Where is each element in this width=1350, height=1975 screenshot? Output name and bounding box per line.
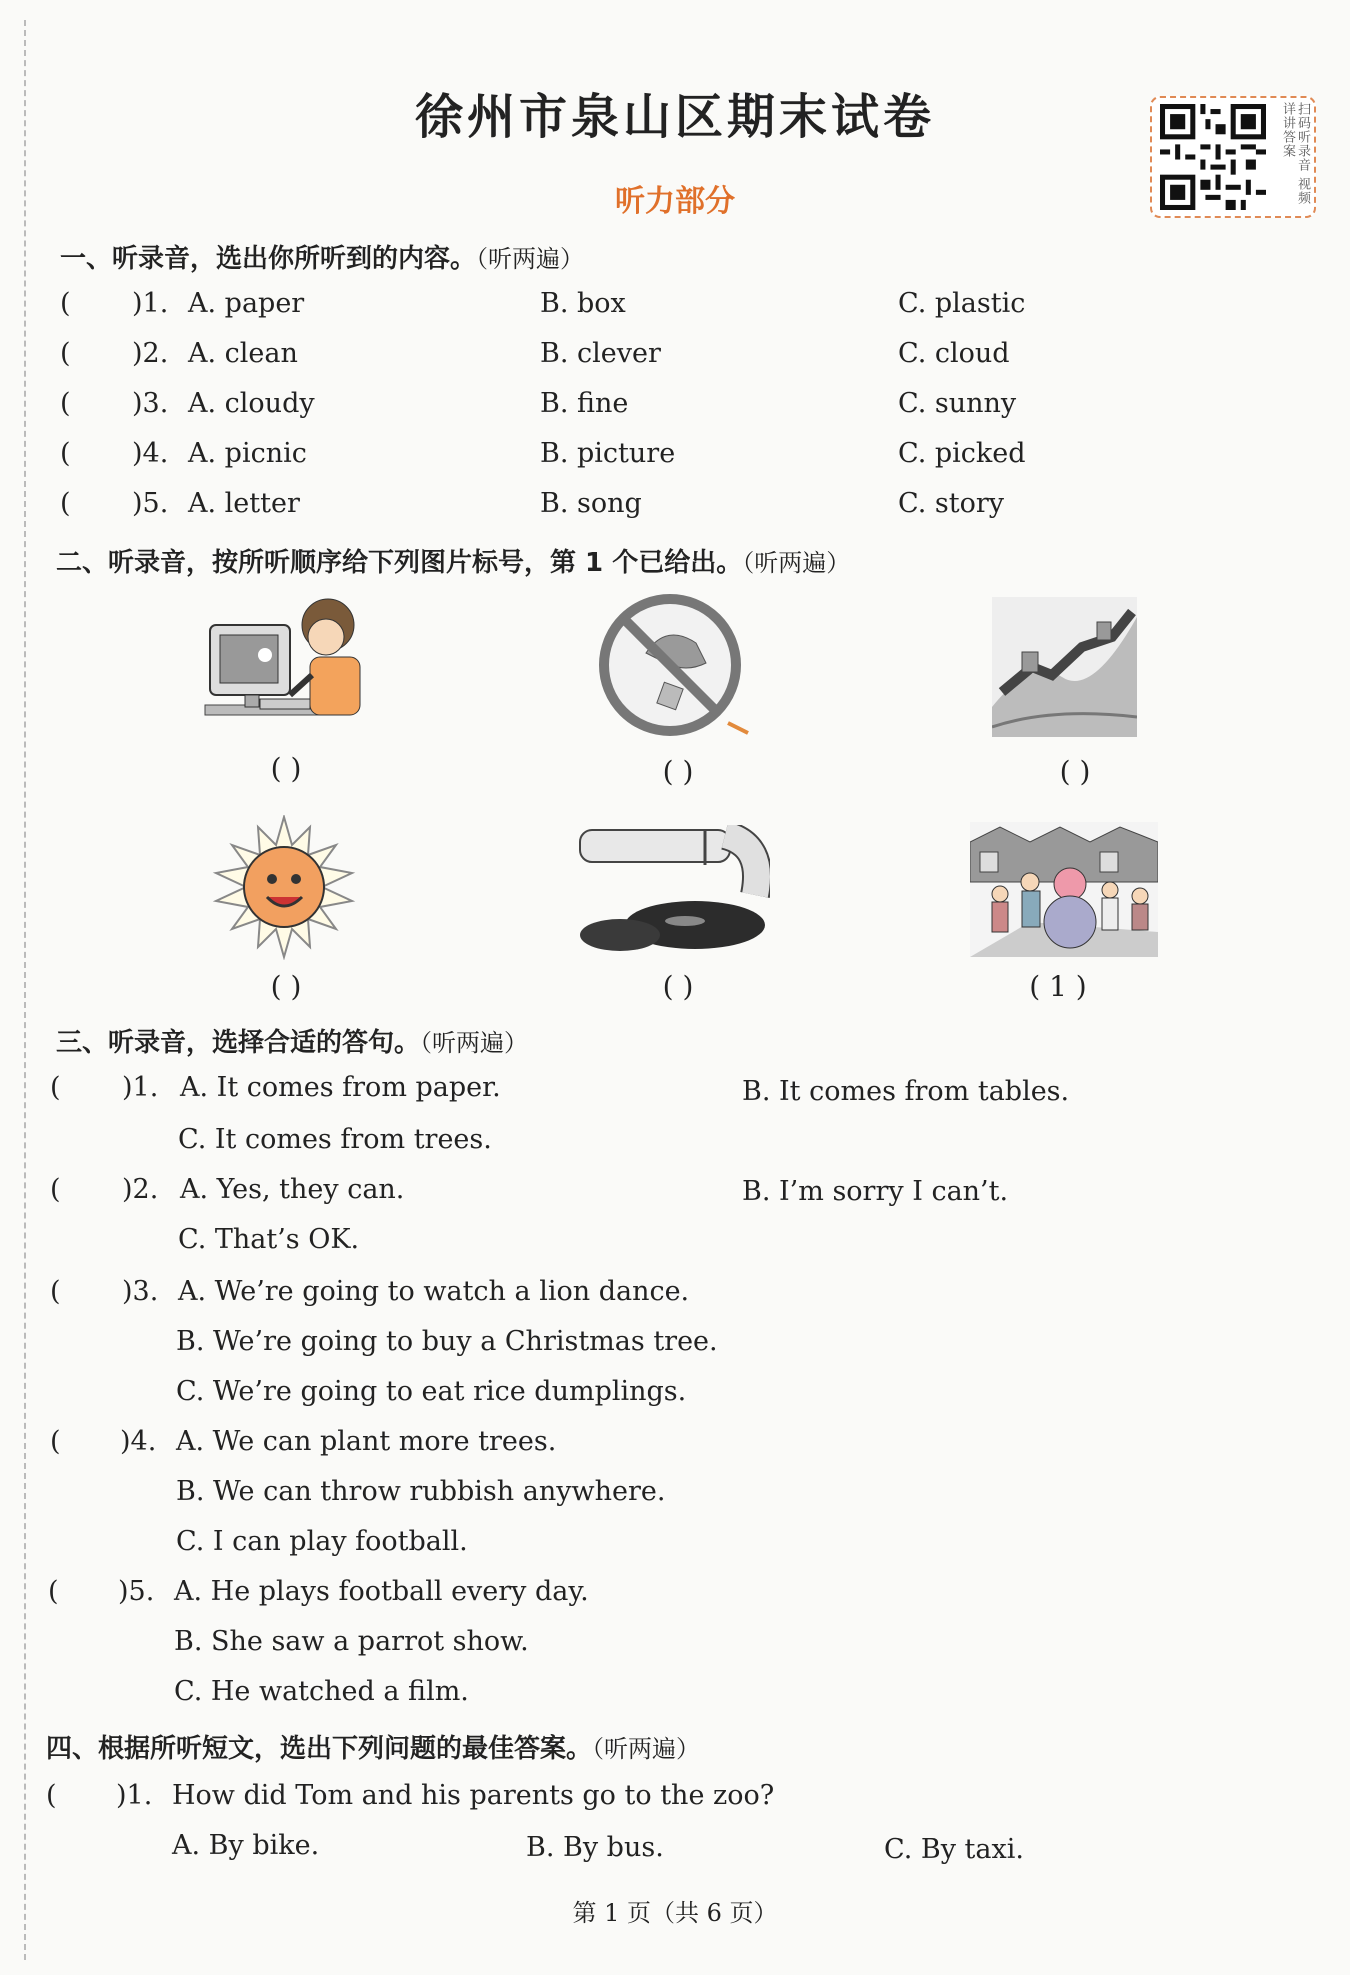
section3-title-text: 三、听录音，选择合适的答句。 xyxy=(56,1028,421,1058)
section3-note: （听两遍） xyxy=(420,1029,529,1057)
option-c: C. sunny xyxy=(898,388,1017,419)
option-b: B. box xyxy=(540,288,626,319)
option-a: A. We can plant more trees. xyxy=(176,1426,557,1457)
question-number: )4. xyxy=(132,438,169,469)
option-b: B. She saw a parrot show. xyxy=(174,1626,529,1657)
answer-blank[interactable]: ( xyxy=(60,438,71,469)
option-b: B. picture xyxy=(540,438,676,469)
answer-blank[interactable]: ( xyxy=(60,338,71,369)
section4-title xyxy=(46,1728,700,1765)
option-a: A. We’re going to watch a lion dance. xyxy=(178,1276,690,1307)
option-b: B. We’re going to buy a Christmas tree. xyxy=(176,1326,718,1357)
question-number: )4. xyxy=(120,1426,157,1457)
question-number: )2. xyxy=(132,338,169,369)
question-number: )1. xyxy=(132,288,169,319)
answer-blank[interactable]: ( xyxy=(50,1426,61,1457)
option-a: A. He plays football every day. xyxy=(174,1576,589,1607)
picture-caption[interactable]: ( ) xyxy=(270,970,302,1003)
option-a: A. clean xyxy=(188,338,298,369)
option-c: C. cloud xyxy=(898,338,1010,369)
option-a: A. cloudy xyxy=(188,388,315,419)
option-a: A. picnic xyxy=(188,438,307,469)
question-number: )1. xyxy=(116,1780,153,1811)
option-a: A. letter xyxy=(188,488,300,519)
page-footer: 第 1 页（共 6 页） xyxy=(572,1899,778,1927)
section2-title-text: 二、听录音，按所听顺序给下列图片标号，第 1 个已给出。 xyxy=(56,548,743,578)
picture-caption[interactable]: ( ) xyxy=(662,755,694,788)
option-c: C. It comes from trees. xyxy=(178,1124,492,1155)
option-a: A. It comes from paper. xyxy=(180,1072,501,1103)
section1-title xyxy=(60,238,584,275)
option-b: B. By bus. xyxy=(526,1832,664,1863)
question-text: How did Tom and his parents go to the zoo? xyxy=(172,1780,775,1811)
option-a: A. Yes, they can. xyxy=(180,1174,405,1205)
picture-caption[interactable]: ( ) xyxy=(662,970,694,1003)
section1-note: （听两遍） xyxy=(476,245,585,273)
answer-blank[interactable]: ( xyxy=(60,488,71,519)
answer-blank[interactable]: ( xyxy=(48,1576,59,1607)
question-number: )2. xyxy=(122,1174,159,1205)
option-c: C. That’s OK. xyxy=(178,1224,360,1255)
section3-title xyxy=(56,1022,528,1059)
section2-note: （听两遍） xyxy=(742,549,851,577)
answer-blank[interactable]: ( xyxy=(60,388,71,419)
question-number: )3. xyxy=(122,1276,159,1307)
picture-caption[interactable]: ( ) xyxy=(1059,755,1091,788)
option-b: B. We can throw rubbish anywhere. xyxy=(176,1476,666,1507)
option-b: B. fine xyxy=(540,388,629,419)
polluting-pipe-image xyxy=(575,825,770,960)
section2-title xyxy=(56,542,850,579)
section4-note: （听两遍） xyxy=(592,1735,701,1763)
answer-blank[interactable]: ( xyxy=(46,1780,57,1811)
option-c: C. We’re going to eat rice dumplings. xyxy=(176,1376,687,1407)
section4-title-text: 四、根据所听短文，选出下列问题的最佳答案。 xyxy=(46,1734,593,1764)
no-littering-sign-image xyxy=(598,593,758,743)
qr-code-icon xyxy=(1160,104,1266,210)
picture-caption[interactable]: ( 1 ) xyxy=(1029,970,1087,1003)
option-b: B. song xyxy=(540,488,642,519)
option-a: A. paper xyxy=(188,288,305,319)
answer-blank[interactable]: ( xyxy=(60,288,71,319)
listening-subtitle: 听力部分 xyxy=(615,184,735,219)
option-b: B. It comes from tables. xyxy=(742,1076,1070,1107)
smiling-sun-image xyxy=(212,815,357,960)
question-number: )5. xyxy=(118,1576,155,1607)
option-c: C. I can play football. xyxy=(176,1526,468,1557)
option-c: C. By taxi. xyxy=(884,1834,1024,1865)
woman-computer-image xyxy=(200,595,380,745)
option-c: C. picked xyxy=(898,438,1026,469)
option-c: C. He watched a film. xyxy=(174,1676,469,1707)
question-number: )5. xyxy=(132,488,169,519)
street-people-image xyxy=(970,822,1158,957)
picture-caption[interactable]: ( ) xyxy=(270,752,302,785)
option-b: B. I’m sorry I can’t. xyxy=(742,1176,1009,1207)
question-number: )3. xyxy=(132,388,169,419)
section1-title-text: 一、听录音，选出你所听到的内容。 xyxy=(60,244,477,274)
option-a: A. By bike. xyxy=(172,1830,320,1861)
page-title: 徐州市泉山区期末试卷 xyxy=(414,89,935,145)
qr-code-box[interactable] xyxy=(1150,96,1316,218)
answer-blank[interactable]: ( xyxy=(50,1072,61,1103)
option-c: C. plastic xyxy=(898,288,1026,319)
option-c: C. story xyxy=(898,488,1004,519)
option-b: B. clever xyxy=(540,338,661,369)
great-wall-image xyxy=(992,597,1137,737)
qr-caption: 扫码听录音 视频详讲答案 xyxy=(1280,102,1310,206)
answer-blank[interactable]: ( xyxy=(50,1174,61,1205)
binding-line xyxy=(24,20,26,1960)
question-number: )1. xyxy=(122,1072,159,1103)
answer-blank[interactable]: ( xyxy=(50,1276,61,1307)
